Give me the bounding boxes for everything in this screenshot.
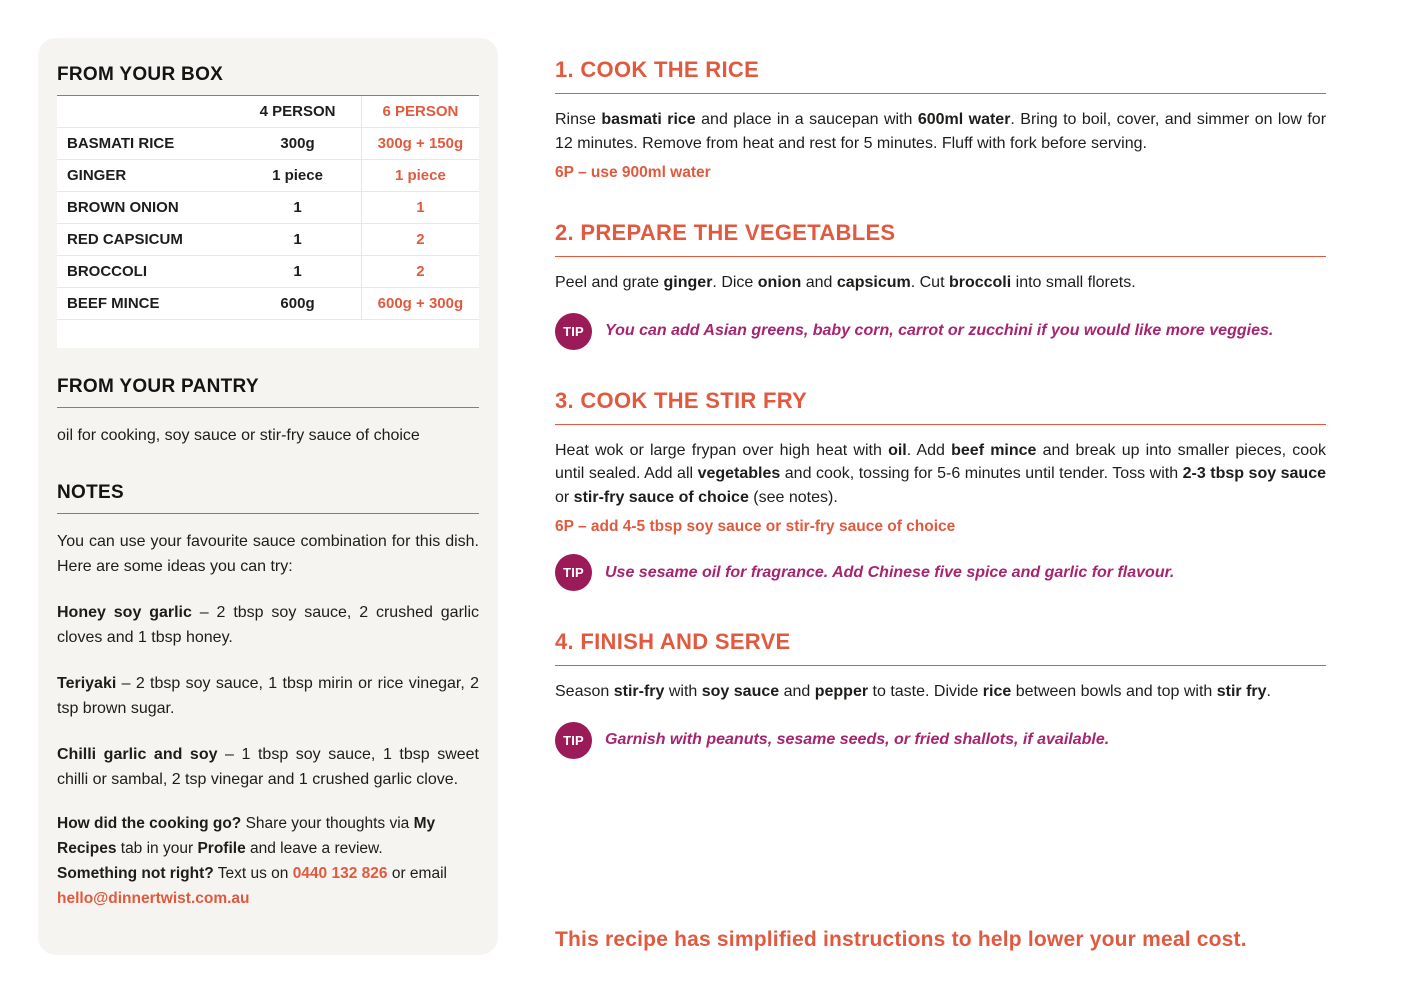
sauce-idea-name: Honey soy garlic (57, 604, 192, 621)
sauce-idea-name: Teriyaki (57, 675, 117, 692)
qty-6-person: 300g + 150g (361, 128, 479, 159)
tip-badge-label: TIP (563, 323, 584, 339)
tip-badge-icon (555, 313, 592, 350)
simplified-instructions-note: This recipe has simplified instructions to help lower your meal cost. (555, 928, 1247, 951)
section-title-from-your-pantry: FROM YOUR PANTRY (57, 376, 479, 408)
sauce-idea-desc: – 2 tbsp soy sauce, 2 crushed garlic cloves and 1 tbsp honey. (57, 604, 480, 646)
pantry-text: oil for cooking, soy sauce or stir-fry sauce of choice (57, 427, 420, 444)
instructions-column (555, 57, 1326, 759)
six-person-note: 6P – add 4-5 tbsp soy sauce or stir-fry sauce of choice (555, 518, 956, 535)
sauce-idea (57, 742, 479, 792)
notes-section (57, 482, 479, 792)
table-row (57, 160, 479, 192)
tip-badge-label: TIP (563, 732, 584, 748)
qty-4-person: 1 (293, 231, 302, 248)
from-your-box-section (57, 64, 479, 348)
ingredient-name: BROCCOLI (67, 263, 147, 280)
from-your-pantry-section (57, 376, 479, 448)
step-4-finish-and-serve (555, 629, 1326, 759)
qty-6-person: 600g + 300g (361, 288, 479, 319)
sauce-idea-desc: – 2 tbsp soy sauce, 1 tbsp mirin or rice vinegar, 2 tsp brown sugar. (57, 675, 479, 717)
table-row (57, 256, 479, 288)
table-header-row (57, 96, 479, 128)
qty-6-person: 1 (361, 192, 479, 223)
notes-intro: You can use your favourite sauce combination for this dish. Here are some ideas you can try: (57, 533, 479, 575)
step-body: Heat wok or large frypan over high heat with oil. Add beef mince and break up into smaller pieces, cook until sealed. Add all vegetables and cook, tossing for 5-6 minutes until tender. Toss with 2-3 tbsp soy sauce or stir-fry sauce of choice (see notes). (555, 441, 1327, 506)
step-2-prepare-the-vegetables (555, 220, 1326, 350)
sidebar-footer (57, 811, 479, 911)
sauce-idea-desc: – 1 tbsp soy sauce, 1 tbsp sweet chilli or sambal, 2 tsp vinegar and 1 crushed garlic clove. (57, 746, 479, 788)
tip-row (555, 554, 1326, 591)
table-row (57, 192, 479, 224)
support-text[interactable]: Something not right? Text us on 0440 132 826 or email hello@dinnertwist.com.au (57, 865, 447, 907)
tip-badge-icon (555, 554, 592, 591)
step-3-cook-the-stir-fry (555, 388, 1326, 592)
sidebar (38, 38, 498, 955)
section-title-from-your-box: FROM YOUR BOX (57, 64, 479, 96)
tip-badge-label: TIP (563, 565, 584, 580)
six-person-note: 6P – use 900ml water (555, 164, 711, 181)
qty-6-person: 2 (361, 256, 479, 287)
ingredients-table (57, 96, 479, 348)
sauce-idea-name: Chilli garlic and soy (57, 746, 218, 763)
qty-4-person: 300g (280, 135, 315, 152)
ingredient-name: BEEF MINCE (67, 295, 160, 312)
header-6-person: 6 PERSON (361, 96, 479, 127)
section-title-notes: NOTES (57, 482, 479, 514)
step-title: 1. COOK THE RICE (555, 57, 1326, 94)
sauce-idea (57, 600, 479, 650)
table-row (57, 128, 479, 160)
tip-row (555, 722, 1326, 759)
header-4-person: 4 PERSON (259, 103, 336, 120)
tip-text: Use sesame oil for fragrance. Add Chinese five spice and garlic for flavour. (605, 563, 1175, 581)
tip-text: Garnish with peanuts, sesame seeds, or fried shallots, if available. (605, 731, 1110, 748)
ingredient-name: BROWN ONION (67, 199, 179, 216)
step-title: 3. COOK THE STIR FRY (555, 388, 1326, 425)
step-title: 4. FINISH AND SERVE (555, 629, 1326, 666)
qty-6-person: 1 piece (361, 160, 479, 191)
table-row (57, 224, 479, 256)
qty-6-person: 2 (361, 224, 479, 255)
step-body: Rinse basmati rice and place in a saucepan with 600ml water. Bring to boil, cover, and simmer on low for 12 minutes. Remove from heat and rest for 5 minutes. Fluff with fork before serving. (555, 111, 1327, 152)
qty-4-person: 1 (293, 199, 302, 216)
step-1-cook-the-rice (555, 57, 1326, 182)
step-title: 2. PREPARE THE VEGETABLES (555, 220, 1326, 257)
step-body: Peel and grate ginger. Dice onion and capsicum. Cut broccoli into small florets. (555, 274, 1136, 291)
ingredient-name: BASMATI RICE (67, 135, 175, 152)
tip-text: You can add Asian greens, baby corn, carrot or zucchini if you would like more veggies. (605, 322, 1274, 339)
ingredient-name: GINGER (67, 167, 127, 184)
step-body: Season stir-fry with soy sauce and pepper to taste. Divide rice between bowls and top with stir fry. (555, 683, 1271, 700)
qty-4-person: 1 (293, 263, 302, 280)
ingredient-name: RED CAPSICUM (67, 231, 183, 248)
table-row (57, 288, 479, 320)
feedback-text: How did the cooking go? Share your thoughts via My Recipes tab in your Profile and leave a review. (57, 815, 436, 857)
tip-row (555, 313, 1326, 350)
qty-4-person: 600g (280, 295, 315, 312)
tip-badge-icon (555, 722, 592, 759)
qty-4-person: 1 piece (272, 167, 323, 184)
sauce-idea (57, 671, 479, 721)
